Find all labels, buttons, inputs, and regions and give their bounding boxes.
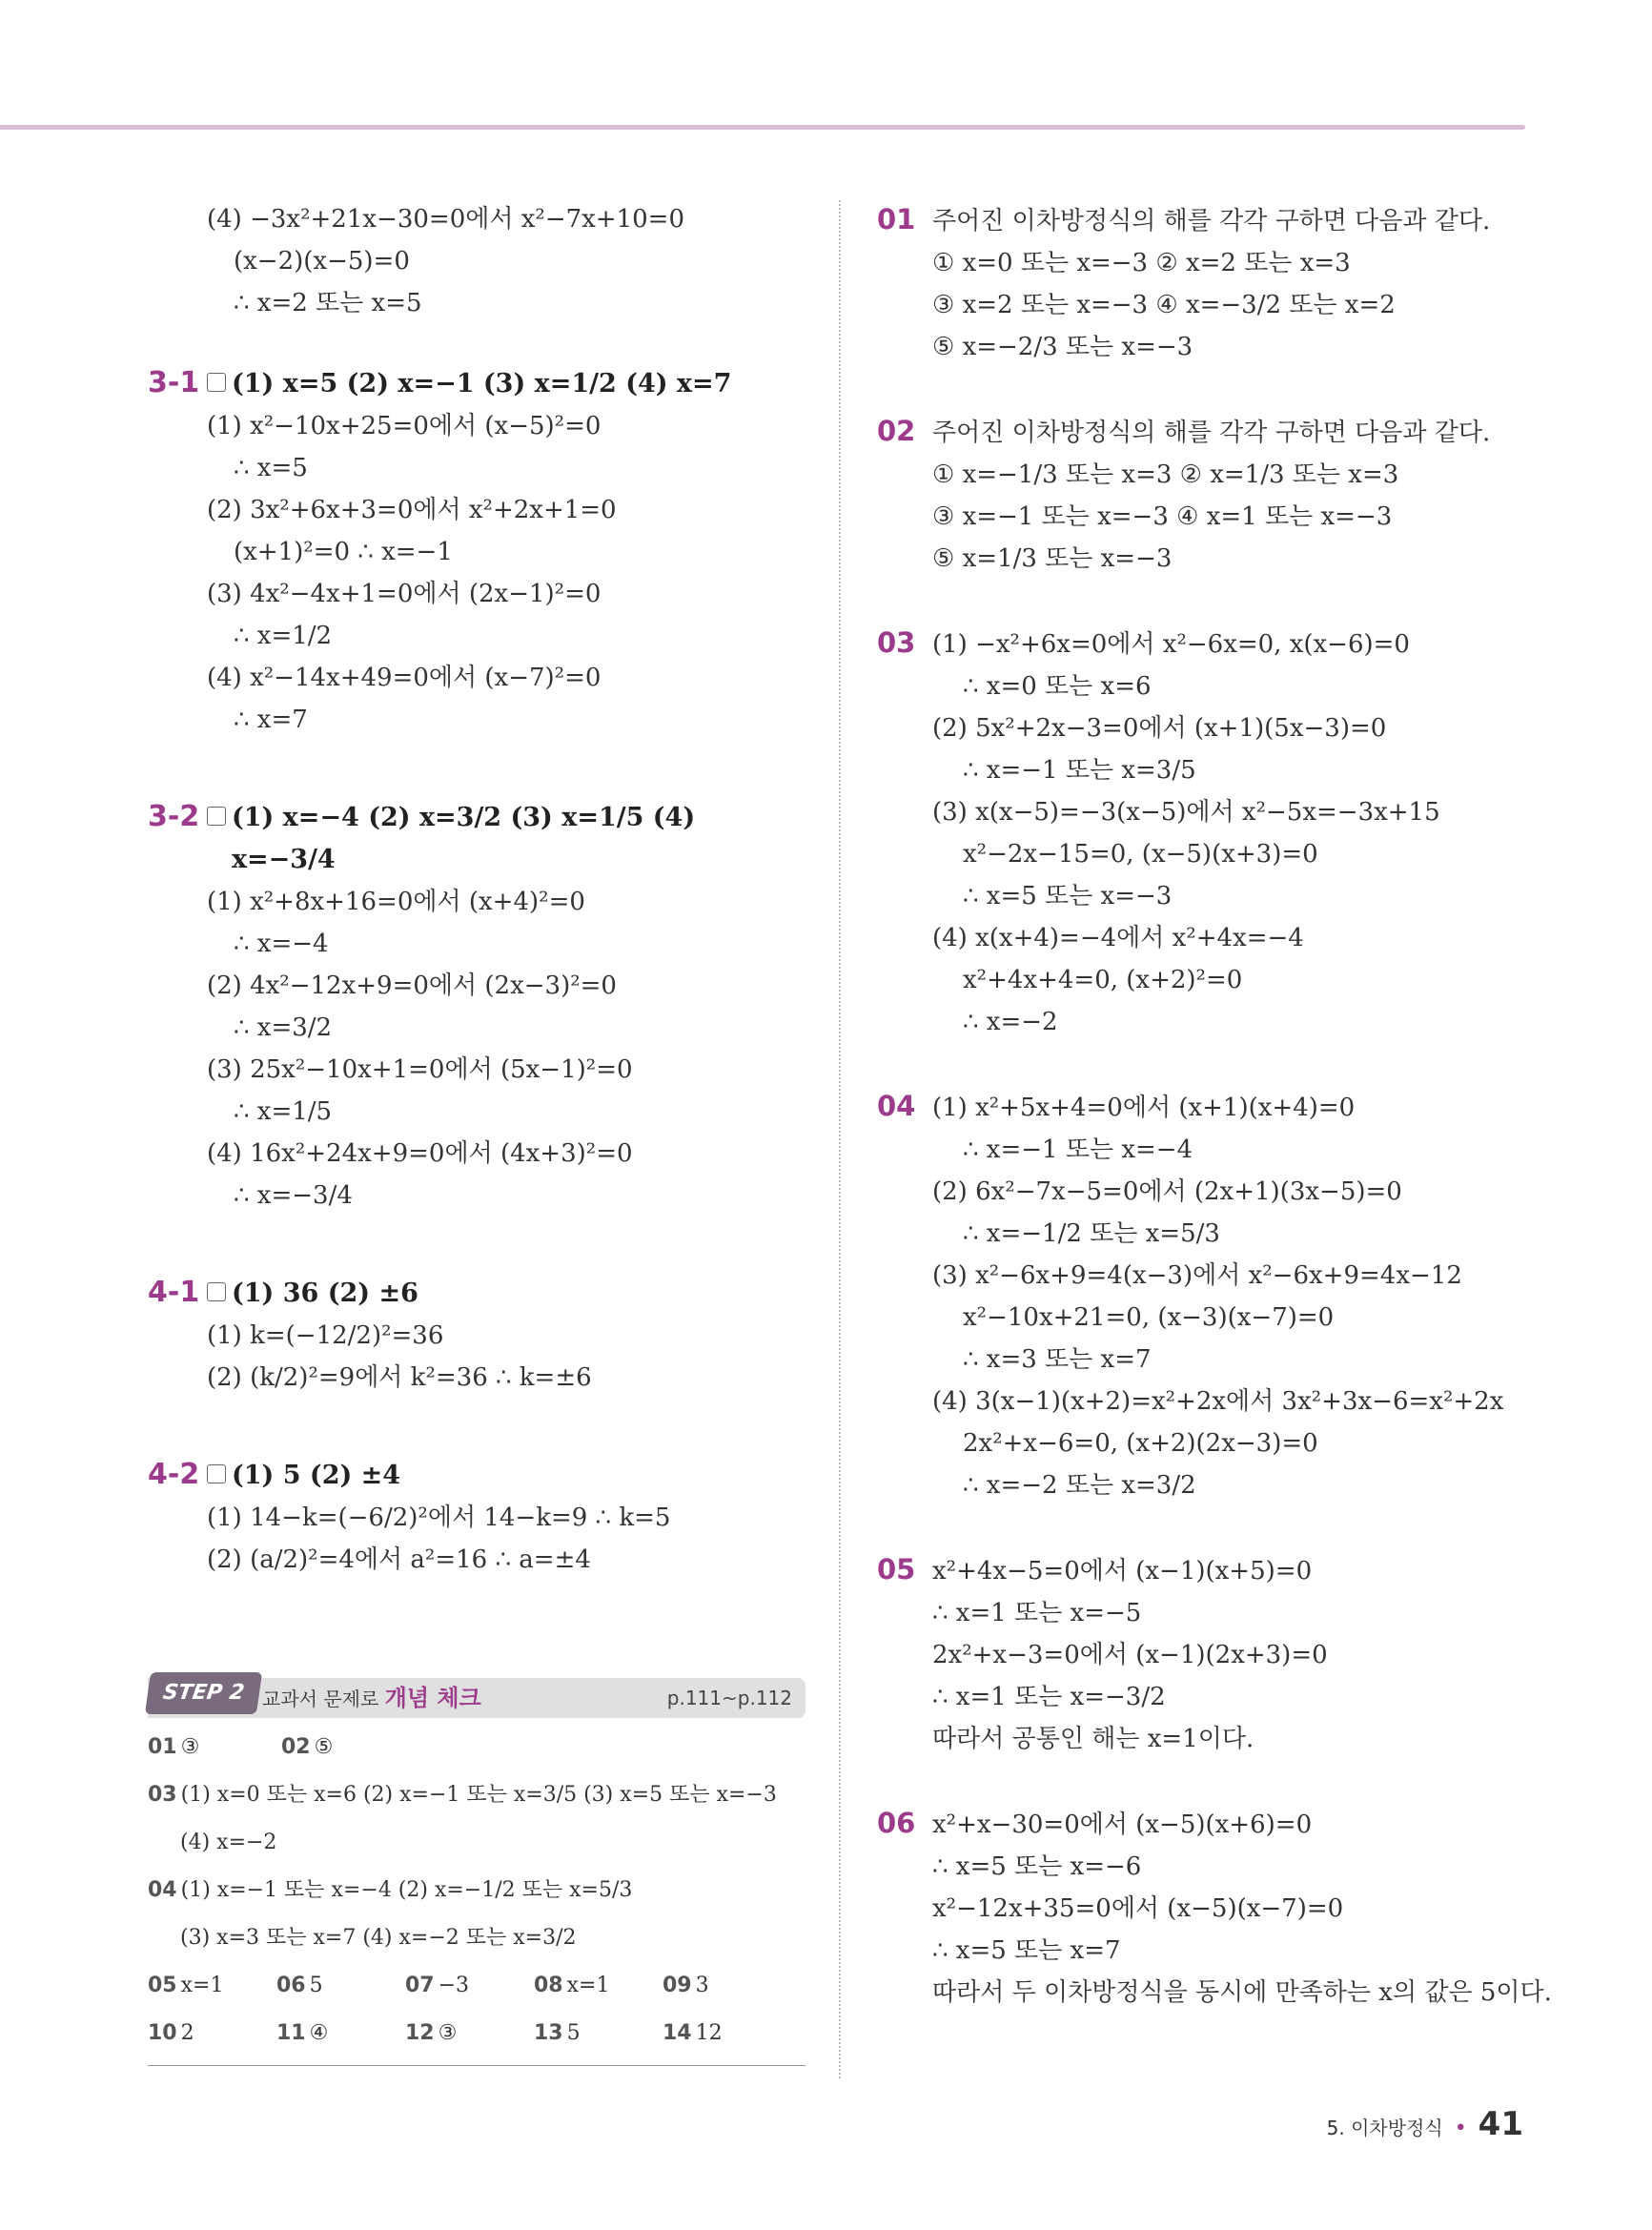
solution-row — [877, 1548, 1544, 1592]
answer-number: 05 — [148, 1974, 177, 1997]
problem-number: 04 — [877, 1090, 916, 1122]
answer-section — [148, 362, 806, 741]
solution-row — [877, 454, 1544, 496]
solution-line: ∴ x=3 또는 x=7 — [963, 1345, 1152, 1374]
problem-number: 02 — [877, 415, 916, 447]
answer-row — [148, 2010, 806, 2057]
solution-row — [877, 1802, 1544, 1846]
solution-row — [877, 1718, 1544, 1760]
answer-summary: (1) 36 (2) ±6 — [232, 1279, 418, 1308]
solution-line: x²−12x+35=0에서 (x−5)(x−7)=0 — [932, 1894, 1344, 1923]
solution-row — [877, 1972, 1552, 2014]
solution-line: ⑤ x=1/3 또는 x=−3 — [932, 544, 1173, 573]
solution-line: ∴ x=1/2 — [234, 622, 333, 650]
solution-line: (4) 16x²+24x+9=0에서 (4x+3)²=0 — [207, 1139, 633, 1168]
solution-line: ① x=0 또는 x=−3 ② x=2 또는 x=3 — [932, 249, 1351, 277]
answer-summary: (1) x=5 (2) x=−1 (3) x=1/2 (4) x=7 — [232, 369, 732, 399]
answer-number: 02 — [281, 1735, 311, 1759]
column-divider — [839, 200, 841, 2078]
solution-row — [877, 1381, 1544, 1422]
answer-row — [148, 1962, 806, 2010]
answer-number: 04 — [148, 1878, 177, 1902]
answer-value: ③ — [438, 2021, 458, 2045]
answer-cell — [148, 1724, 281, 1771]
solution-line: 주어진 이차방정식의 해를 각각 구하면 다음과 같다. — [932, 419, 1491, 447]
intro-block — [148, 198, 806, 324]
solution-line: ⑤ x=−2/3 또는 x=−3 — [932, 333, 1193, 361]
solution-line: ∴ x=−1/2 또는 x=5/3 — [963, 1219, 1220, 1248]
answer-row — [148, 1819, 806, 1867]
solution-line: (1) x²+8x+16=0에서 (x+4)²=0 — [207, 888, 585, 916]
answer-cell — [663, 2010, 791, 2057]
page-number: 41 — [1478, 2105, 1523, 2143]
solution-line: (4) −3x²+21x−30=0에서 x²−7x+10=0 — [207, 205, 685, 234]
solution-line: ∴ x=0 또는 x=6 — [963, 672, 1152, 701]
solution-row — [877, 1634, 1544, 1676]
solution-line: ∴ x=1 또는 x=−3/2 — [932, 1683, 1166, 1711]
answer-cell — [148, 1867, 632, 1914]
solution-line: (2) 6x²−7x−5=0에서 (2x+1)(3x−5)=0 — [932, 1177, 1402, 1206]
solution-line: (1) x²−10x+25=0에서 (x−5)²=0 — [207, 412, 602, 440]
answer-cell — [405, 2010, 534, 2057]
section-head — [148, 1272, 806, 1315]
step2-answers — [148, 1718, 806, 2057]
page-footer — [1327, 2105, 1523, 2143]
solution-row — [877, 198, 1544, 242]
answer-row — [148, 1771, 806, 1819]
solution-line: (1) k=(−12/2)²=36 — [207, 1321, 444, 1350]
solution-section — [877, 1802, 1552, 2014]
answer-value: 3 — [695, 1974, 709, 1997]
answer-cell — [148, 1962, 276, 2010]
problem-number: 4-1 — [148, 1276, 200, 1309]
solution-line: ∴ x=5 또는 x=7 — [932, 1936, 1121, 1965]
answer-value: 5 — [566, 2021, 581, 2045]
answer-cell — [276, 2010, 405, 2057]
answer-cell — [663, 1962, 791, 2010]
solution-row — [877, 622, 1544, 665]
solution-row — [877, 1676, 1544, 1718]
answer-row — [148, 1867, 806, 1914]
answer-value: x=1 — [566, 1974, 610, 1997]
solution-line: x²+4x+4=0, (x+2)²=0 — [963, 966, 1243, 994]
solution-row — [877, 1846, 1544, 1888]
answer-cell — [405, 1962, 534, 2010]
answer-cell — [148, 1819, 276, 1867]
solution-line: x²+x−30=0에서 (x−5)(x+6)=0 — [932, 1811, 1313, 1839]
answer-summary: (1) 5 (2) ±4 — [232, 1461, 401, 1490]
solution-row — [877, 1171, 1544, 1213]
answer-number: 01 — [148, 1735, 177, 1759]
answer-value: 5 — [309, 1974, 323, 1997]
answer-value: (1) x=0 또는 x=6 (2) x=−1 또는 x=3/5 (3) x=5 또는 x=−3 — [180, 1783, 777, 1807]
solution-row — [877, 833, 1544, 875]
solution-row — [877, 1297, 1544, 1339]
answer-cell — [148, 1914, 576, 1962]
solution-row — [877, 1129, 1544, 1171]
solution-line: ∴ x=−2 또는 x=3/2 — [963, 1471, 1196, 1500]
solution-line: x²−10x+21=0, (x−3)(x−7)=0 — [963, 1303, 1335, 1332]
solution-row — [877, 1930, 1544, 1972]
solution-line: x²+4x−5=0에서 (x−1)(x+5)=0 — [932, 1557, 1313, 1586]
solution-line: ∴ x=5 또는 x=−6 — [932, 1852, 1142, 1881]
answer-row — [148, 1724, 806, 1771]
answer-number: 12 — [405, 2021, 435, 2045]
answer-badge-icon — [207, 1464, 226, 1483]
solution-line: ∴ x=−3/4 — [234, 1181, 353, 1210]
solution-line: (4) x²−14x+49=0에서 (x−7)²=0 — [207, 664, 602, 692]
answer-number: 13 — [534, 2021, 563, 2045]
solution-row — [877, 410, 1544, 454]
solution-section — [877, 198, 1544, 368]
step2-pages: p.111~p.112 — [666, 1687, 792, 1709]
footer-dot-icon: • — [1454, 2117, 1467, 2140]
answer-section — [148, 1454, 806, 1581]
answer-section — [148, 796, 806, 1217]
solution-line: ∴ x=−1 또는 x=−4 — [963, 1135, 1193, 1164]
answer-value: x=1 — [180, 1974, 224, 1997]
solution-line: (1) −x²+6x=0에서 x²−6x=0, x(x−6)=0 — [932, 630, 1410, 659]
solution-row — [877, 242, 1544, 284]
solution-line: x²−2x−15=0, (x−5)(x+3)=0 — [963, 840, 1318, 869]
solution-row — [877, 496, 1544, 538]
answer-number: 08 — [534, 1974, 563, 1997]
section-head — [148, 796, 806, 881]
solution-line: (4) x(x+4)=−4에서 x²+4x=−4 — [932, 924, 1304, 952]
solution-line: (3) x²−6x+9=4(x−3)에서 x²−6x+9=4x−12 — [932, 1261, 1462, 1290]
solution-row — [877, 1255, 1544, 1297]
solution-row — [877, 1888, 1544, 1930]
solution-line: ∴ x=1/5 — [234, 1097, 333, 1126]
answer-number: 09 — [663, 1974, 692, 1997]
answer-cell — [534, 1962, 663, 2010]
solution-line: (x+1)²=0 ∴ x=−1 — [234, 538, 453, 566]
step2-title — [262, 1678, 481, 1719]
solution-line: ∴ x=7 — [234, 706, 308, 734]
solution-line: (3) 4x²−4x+1=0에서 (2x−1)²=0 — [207, 580, 602, 608]
answer-value: (4) x=−2 — [180, 1831, 277, 1854]
solution-row — [877, 707, 1544, 749]
section-head — [148, 1454, 806, 1497]
solution-line: (2) 3x²+6x+3=0에서 x²+2x+1=0 — [207, 496, 617, 524]
solution-section — [877, 1085, 1544, 1506]
solution-line: ∴ x=−1 또는 x=3/5 — [963, 756, 1196, 785]
solution-row — [877, 326, 1544, 368]
problem-number: 4-2 — [148, 1458, 200, 1491]
solution-line: 2x²+x−6=0, (x+2)(2x−3)=0 — [963, 1429, 1318, 1458]
solution-line: 주어진 이차방정식의 해를 각각 구하면 다음과 같다. — [932, 207, 1491, 235]
step2-bottom-rule — [148, 2065, 806, 2066]
solution-line: ∴ x=3/2 — [234, 1013, 333, 1042]
answer-value: 2 — [180, 2021, 194, 2045]
left-sections — [148, 362, 806, 1581]
problem-number: 3-1 — [148, 366, 200, 399]
solution-section — [877, 410, 1544, 580]
solution-row — [877, 959, 1544, 1001]
solution-line: ③ x=−1 또는 x=−3 ④ x=1 또는 x=−3 — [932, 502, 1393, 531]
solution-row — [877, 284, 1544, 326]
solution-line: (2) (a/2)²=4에서 a²=16 ∴ a=±4 — [207, 1545, 591, 1574]
step2-answer-box — [148, 1678, 806, 2066]
answer-cell — [148, 1771, 777, 1819]
solution-line: 따라서 공통인 해는 x=1이다. — [932, 1725, 1254, 1753]
step2-title-prefix: 교과서 문제로 — [262, 1688, 379, 1710]
solution-line: ① x=−1/3 또는 x=3 ② x=1/3 또는 x=3 — [932, 460, 1399, 489]
answer-summary: (1) x=−4 (2) x=3/2 (3) x=1/5 (4) x=−3/4 — [231, 803, 696, 874]
solution-line: ∴ x=5 또는 x=−3 — [963, 882, 1173, 910]
left-column — [148, 198, 806, 1636]
solution-line: 2x²+x−3=0에서 (x−1)(2x+3)=0 — [932, 1641, 1328, 1669]
solution-row — [877, 1001, 1544, 1043]
solution-line: ∴ x=5 — [234, 454, 308, 482]
solution-line: ∴ x=1 또는 x=−5 — [932, 1599, 1142, 1627]
solution-line: 따라서 두 이차방정식을 동시에 만족하는 x의 값은 5이다. — [932, 1978, 1552, 2007]
problem-number: 06 — [877, 1807, 916, 1839]
answer-value: (1) x=−1 또는 x=−4 (2) x=−1/2 또는 x=5/3 — [180, 1878, 633, 1902]
answer-number: 11 — [276, 2021, 306, 2045]
answer-value: 12 — [695, 2021, 723, 2045]
solution-line: (2) 5x²+2x−3=0에서 (x+1)(5x−3)=0 — [932, 714, 1387, 743]
problem-number: 03 — [877, 626, 916, 659]
problem-number: 05 — [877, 1553, 916, 1586]
solution-section — [877, 622, 1544, 1043]
solution-line: (2) 4x²−12x+9=0에서 (2x−3)²=0 — [207, 972, 617, 1000]
answer-number: 06 — [276, 1974, 306, 1997]
answer-row — [148, 1914, 806, 1962]
solution-row — [877, 1592, 1544, 1634]
solution-line: (x−2)(x−5)=0 — [234, 247, 410, 276]
right-sections — [877, 198, 1552, 2014]
solution-section — [877, 1548, 1544, 1760]
solution-row — [877, 1085, 1544, 1129]
solution-line: (1) x²+5x+4=0에서 (x+1)(x+4)=0 — [932, 1094, 1356, 1122]
answer-value: −3 — [438, 1974, 470, 1997]
problem-number: 3-2 — [148, 800, 200, 833]
answer-badge-icon — [207, 1282, 226, 1301]
answer-value: ④ — [309, 2021, 329, 2045]
solution-row — [877, 1464, 1544, 1506]
solution-row — [877, 538, 1544, 580]
answer-number: 03 — [148, 1783, 177, 1807]
section-head — [148, 362, 806, 405]
solution-line: (2) (k/2)²=9에서 k²=36 ∴ k=±6 — [207, 1363, 592, 1392]
header-rule — [0, 125, 1525, 130]
solution-line: (3) x(x−5)=−3(x−5)에서 x²−5x=−3x+15 — [932, 798, 1440, 827]
answer-value: (3) x=3 또는 x=7 (4) x=−2 또는 x=3/2 — [180, 1926, 577, 1950]
solution-row — [877, 1339, 1544, 1381]
solution-row — [877, 875, 1544, 917]
right-column — [877, 198, 1552, 2056]
step2-title-bold: 개념 체크 — [384, 1685, 481, 1711]
answer-badge-icon — [207, 373, 226, 392]
answer-number: 07 — [405, 1974, 435, 1997]
chapter-title: 5. 이차방정식 — [1326, 2117, 1443, 2139]
answer-value: ⑤ — [314, 1735, 334, 1759]
answer-cell — [281, 1724, 415, 1771]
answer-section — [148, 1272, 806, 1399]
solution-line: (3) 25x²−10x+1=0에서 (5x−1)²=0 — [207, 1055, 633, 1084]
solution-line: (1) 14−k=(−6/2)²에서 14−k=9 ∴ k=5 — [207, 1504, 671, 1532]
answer-number: 10 — [148, 2021, 177, 2045]
solution-line: ∴ x=−2 — [963, 1008, 1058, 1036]
problem-number: 01 — [877, 203, 916, 235]
step2-header — [148, 1678, 806, 1718]
solution-row — [877, 791, 1544, 833]
answer-badge-icon — [207, 807, 226, 826]
answer-cell — [148, 2010, 276, 2057]
solution-line: (4) 3(x−1)(x+2)=x²+2x에서 3x²+3x−6=x²+2x — [932, 1387, 1504, 1416]
solution-line: ∴ x=−4 — [234, 930, 329, 958]
solution-row — [877, 1422, 1544, 1464]
answer-value: ③ — [180, 1735, 200, 1759]
answer-number: 14 — [663, 2021, 692, 2045]
answer-cell — [534, 2010, 663, 2057]
solution-row — [877, 665, 1544, 707]
solution-row — [877, 917, 1544, 959]
solution-row — [877, 1213, 1544, 1255]
step2-tag: STEP 2 — [145, 1672, 262, 1714]
answer-cell — [276, 1962, 405, 2010]
solution-row — [877, 749, 1544, 791]
solution-line: ∴ x=2 또는 x=5 — [234, 289, 422, 317]
solution-line: ③ x=2 또는 x=−3 ④ x=−3/2 또는 x=2 — [932, 291, 1396, 319]
